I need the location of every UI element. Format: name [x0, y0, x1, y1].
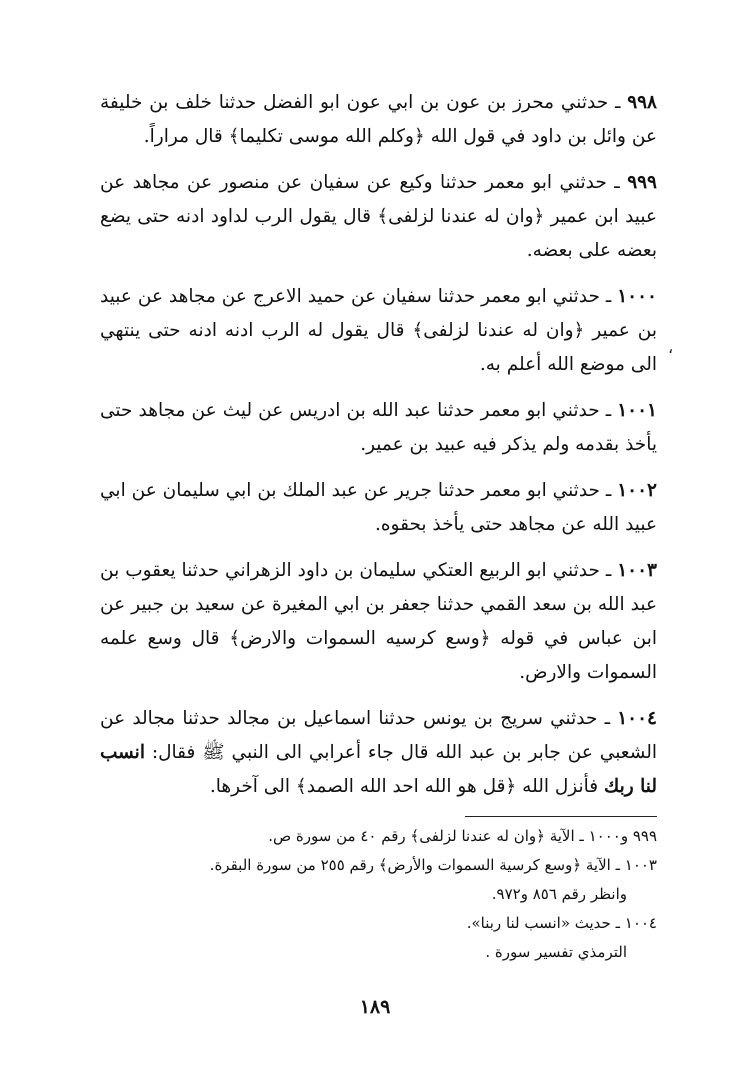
hadith-number: ٩٩٨ [627, 92, 657, 113]
hadith-number: ٩٩٩ [627, 172, 657, 193]
hadith-text: ـ حدثني محرز بن عون بن ابي عون ابو الفضل حدثنا خلف بن خليفة عن وائل بن داود في قول الله ﴿وكلم الله موسى تكليما﴾ قال مراراً. [100, 92, 657, 147]
hadith-text: ـ حدثني ابو معمر حدثنا سفيان عن حميد الاعرج عن مجاهد عن عبيد بن عمير ﴿وان له عندنا لزلفى﴾ قال يقول له الرب ادنه ادنه حتى ينتهي الى موضع الله أعلم به. [100, 286, 657, 375]
hadith-number: ١٠٠٤ [617, 708, 657, 729]
hadith-text-continued: فأنزل الله ﴿قل هو الله احد الله الصمد﴾ الى آخرها. [209, 776, 605, 797]
hadith-text: ـ حدثني ابو الربيع العتكي سليمان بن داود الزهراني حدثنا يعقوب بن عبد الله بن سعد القمي حدثنا جعفر بن ابي المغيرة عن سعيد بن جبير عن ابن عباس في قوله ﴿وسع كرسيه السموات والارض﴾ قال وسع علمه السموات والارض. [100, 560, 657, 683]
footnote-line: ١٠٠٤ ـ حديث «انسب لنا ربنا». [466, 914, 657, 932]
hadith-number: ١٠٠٠ [617, 286, 657, 307]
footnotes [160, 822, 657, 967]
hadith-entry [100, 474, 657, 542]
hadith-bold-phrase: انسب لنا ربك [100, 742, 657, 797]
hadith-entry [100, 280, 657, 382]
hadith-text: ـ حدثني سريج بن يونس حدثنا اسماعيل بن مجالد حدثنا مجالد عن الشعبي عن جابر بن عبد الله قال جاء أعرابي الى النبي ﷺ فقال: [100, 708, 657, 763]
footnote-divider [465, 816, 657, 817]
footnote-line: ٩٩٩ و١٠٠٠ ـ الآية ﴿وان له عندنا لزلفى﴾ رقم ٤٠ من سورة ص. [268, 827, 657, 845]
hadith-text: ـ حدثني ابو معمر حدثنا وكيع عن سفيان عن منصور عن مجاهد عن عبيد ابن عمير ﴿وان له عندنا لزلفى﴾ قال يقول الرب لداود ادنه حتى يضع بعضه على بعضه. [100, 172, 657, 261]
hadith-entry [100, 554, 657, 690]
footnote-line: الترمذي تفسير سورة . [485, 943, 627, 961]
footnote-line: ١٠٠٣ ـ الآية ﴿وسع كرسية السموات والأرض﴾ رقم ٢٥٥ من سورة البقرة. [209, 856, 657, 874]
hadith-number: ١٠٠٢ [617, 480, 657, 501]
hadith-number: ١٠٠١ [617, 400, 657, 421]
main-text [100, 86, 657, 816]
hadith-entry [100, 702, 657, 804]
hadith-entry [100, 86, 657, 154]
hadith-entry [100, 394, 657, 462]
hadith-number: ١٠٠٣ [617, 560, 657, 581]
page-number: ١٨٩ [359, 996, 391, 1018]
footnote-line: وانظر رقم ٨٥٦ و٩٧٢. [491, 885, 627, 903]
hadith-text: ـ حدثني ابو معمر حدثنا جرير عن عبد الملك بن ابي سليمان عن ابي عبيد الله عن مجاهد حتى يأخذ بحقوه. [100, 480, 657, 535]
hadith-text: ـ حدثني ابو معمر حدثنا عبد الله بن ادريس عن ليث عن مجاهد حتى يأخذ بقدمه ولم يذكر فيه عبيد بن عمير. [100, 400, 657, 455]
hadith-entry [100, 166, 657, 268]
margin-mark: ، [668, 338, 674, 357]
